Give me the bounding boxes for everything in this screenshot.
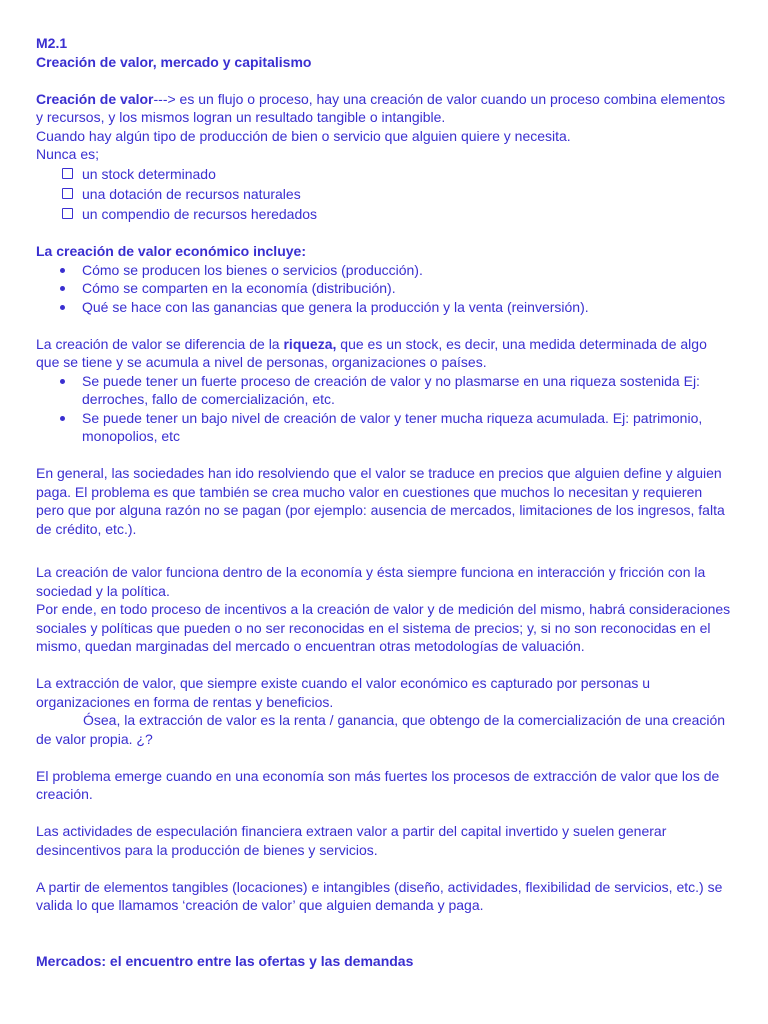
paragraph-definition bbox=[36, 90, 734, 127]
includes-list bbox=[36, 261, 734, 317]
list-item: Cómo se producen los bienes o servicios (producción). bbox=[36, 261, 734, 280]
paragraph-speculation: Las actividades de especulación financiera extraen valor a partir del capital invertido y suelen generar desincentivos para la producción de bienes y servicios. bbox=[36, 823, 667, 858]
bullet-icon bbox=[60, 416, 65, 421]
checkbox-label: un compendio de recursos heredados bbox=[82, 205, 318, 222]
wealth-list bbox=[36, 372, 734, 446]
checkbox[interactable] bbox=[62, 168, 73, 179]
paragraph-incentives: Por ende, en todo proceso de incentivos a la creación de valor y de medición del mismo, habrá consideraciones sociales y políticas que pueden o no ser reconocidas en el sistema de precios; y, si no son reconocidas en el mismo, quedan marginadas del mercado o encuentran otras metodologías de valuación. bbox=[36, 601, 731, 654]
checkbox-item bbox=[36, 184, 734, 204]
bullet-icon bbox=[60, 379, 65, 384]
list-item: Qué se hace con las ganancias que genera la producción y la venta (reinversión). bbox=[36, 298, 734, 317]
document-title: Creación de valor, mercado y capitalismo bbox=[36, 53, 312, 70]
bullet-icon bbox=[60, 286, 65, 291]
checkbox-label: una dotación de recursos naturales bbox=[82, 185, 301, 202]
term-wealth: riqueza, bbox=[283, 335, 337, 352]
list-item: Cómo se comparten en la economía (distribución). bbox=[36, 279, 734, 298]
checkbox[interactable] bbox=[62, 208, 73, 219]
paragraph-problem: El problema emerge cuando en una economía son más fuertes los procesos de extracción de valor que los de creación. bbox=[36, 767, 720, 802]
paragraph-general: En general, las sociedades han ido resolviendo que el valor se traduce en precios que alguien define y alguien paga. El problema es que también se crea mucho valor en cuestiones que muchos lo necesitan y requieren pero que por alguna razón no se pagan (por ejemplo: ausencia de mercados, limitaciones de los ingresos, falta de crédito, etc.). bbox=[36, 465, 725, 537]
markets-heading: Mercados: el encuentro entre las ofertas y las demandas bbox=[36, 952, 414, 969]
never-list bbox=[36, 164, 734, 224]
bullet-icon bbox=[60, 268, 65, 273]
paragraph-production: Cuando hay algún tipo de producción de bien o servicio que alguien quiere y necesita. bbox=[36, 127, 571, 144]
paragraph-tangibles: A partir de elementos tangibles (locaciones) e intangibles (diseño, actividades, flexibilidad de servicios, etc.) se valida lo que llamamos ‘creación de valor’ que alguien demanda y paga. bbox=[36, 878, 723, 913]
checkbox-item bbox=[36, 164, 734, 184]
paragraph-never: Nunca es; bbox=[36, 146, 100, 162]
checkbox-label: un stock determinado bbox=[82, 165, 216, 182]
term-value-creation: Creación de valor bbox=[36, 90, 154, 107]
bullet-icon bbox=[60, 305, 65, 310]
definition-text: ---> es un flujo o proceso, hay una creación de valor cuando un proceso combina elementos y recursos, y los mismos logran un resultado tangible o intangible. bbox=[36, 90, 726, 125]
paragraph-economy: La creación de valor funciona dentro de la economía y ésta siempre funciona en interacción y fricción con la sociedad y la política. bbox=[36, 564, 706, 599]
paragraph-osea: Ósea, la extracción de valor es la renta / ganancia, que obtengo de la comercialización de una creación de valor propia. ¿? bbox=[36, 712, 726, 747]
list-item: Se puede tener un bajo nivel de creación de valor y tener mucha riqueza acumulada. Ej: patrimonio, monopolios, etc bbox=[36, 409, 734, 446]
paragraph-wealth: La creación de valor se diferencia de la riqueza, que es un stock, es decir, una medida determinada de algo que se tiene y se acumula a nivel de personas, organizaciones o países. bbox=[36, 335, 707, 370]
document-code: M2.1 bbox=[36, 35, 68, 51]
paragraph-extraction: La extracción de valor, que siempre existe cuando el valor económico es capturado por personas u organizaciones en forma de rentas y beneficios. bbox=[36, 675, 651, 710]
includes-heading: La creación de valor económico incluye: bbox=[36, 243, 306, 259]
checkbox[interactable] bbox=[62, 188, 73, 199]
list-item: Se puede tener un fuerte proceso de creación de valor y no plasmarse en una riqueza sostenida Ej: derroches, fallo de comercialización, etc. bbox=[36, 372, 734, 409]
checkbox-item bbox=[36, 204, 734, 224]
